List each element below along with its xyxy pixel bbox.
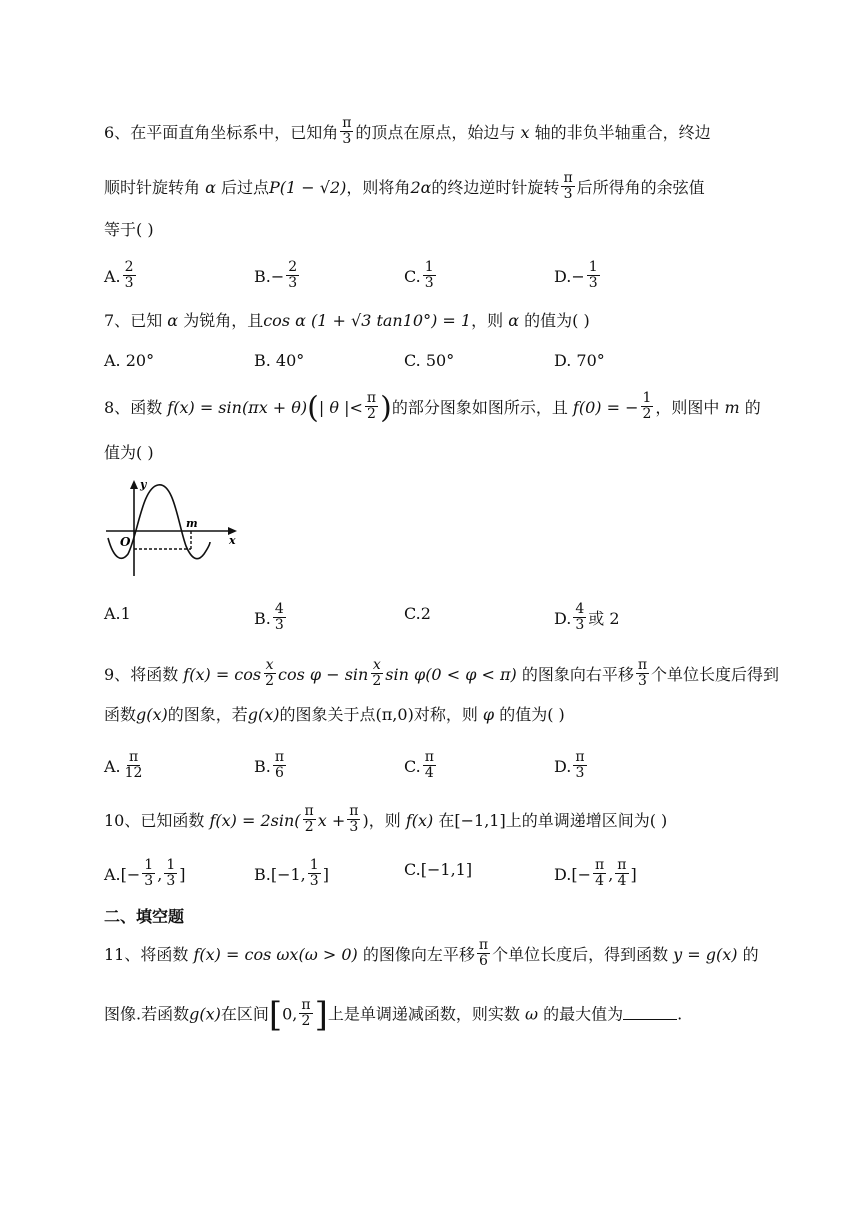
q6-option-c: C. $\frac{1}{3}$ [404,259,434,291]
q11-line1: 11、将函数 f(x) = cos ωx(ω > 0) 的图像向左平移 $\frac{\pi}{6}$ 个单位长度后，得到函数 y = g(x) 的 [104,937,759,969]
q9-option-a: A. $\frac{\pi}{12}$ [104,749,143,781]
q6-line2: 顺时针旋转角 α 后过点P(1 − √2)，则将角2α的终边逆时针旋转 $\frac{\pi}{3}$ 后所得角的余弦值 [104,170,705,202]
q7-option-a: A. 20° [104,351,155,370]
q6-number: 6、 [104,123,131,142]
q6-line3: 等于( ) [104,220,154,239]
q7-option-b: B. 40° [254,351,305,370]
q6-option-d: D.− $\frac{1}{3}$ [554,259,598,291]
q8-line2: 值为( ) [104,443,154,462]
q9-option-c: C. $\frac{\pi}{4}$ [404,749,434,781]
q8-line1: 8、函数 f(x) = sin(πx + θ)(| θ |< $\frac{\pi}{2}$ )的部分图象如图所示，且 f(0) = − $\frac{1}{2}$ ，则图中 m 的 [104,390,761,426]
q7-line: 7、已知 α 为锐角，且cos α (1 + √3 tan10°) = 1，则 α 的值为( ) [104,311,590,330]
graph-x-label: x [229,534,236,547]
q8-option-c: C.2 [404,604,431,623]
q8-option-d: D. $\frac{4}{3}$ 或 2 [554,601,620,633]
answer-blank[interactable] [623,1005,677,1020]
q10-option-d: D.[− $\frac{\pi}{4}$ , $\frac{\pi}{4}$ ] [554,857,637,889]
q7-option-c: C. 50° [404,351,455,370]
graph-m-label: m [186,517,198,530]
q11-line2: 图像.若函数g(x)在区间[0, $\frac{\pi}{2}$ ]上是单调递减函数，则实数 ω 的最大值为 . [104,995,683,1035]
q10-option-c: C.[−1,1] [404,860,473,879]
q6-option-b: B.− $\frac{2}{3}$ [254,259,298,291]
q6-line1: 6、在平面直角坐标系中，已知角 $\frac{\pi}{3}$ 的顶点在原点，始边与 x 轴的非负半轴重合，终边 [104,115,711,147]
q10-line: 10、已知函数 f(x) = 2sin( $\frac{\pi}{2}$ x + $\frac{\pi}{3}$ )，则 f(x) 在[−1,1]上的单调递增区间为( ) [104,803,668,835]
fraction: $\frac{\pi}{3}$ [342,115,352,147]
fraction: $\frac{\pi}{3}$ [563,170,573,202]
q9-line1: 9、将函数 f(x) = cos $\frac{x}{2}$ cos φ − sin $\frac{x}{2}$ sin φ(0 < φ < π) 的图象向右平移 $\frac{\pi}{3}$ 个单位长度后得到 [104,657,780,689]
q8-option-a: A.1 [104,604,131,623]
graph-y-label: y [140,478,147,491]
section-heading: 二、填空题 [104,907,185,926]
q7-option-d: D. 70° [554,351,605,370]
q9-line2: 函数g(x)的图象，若g(x)的图象关于点(π,0)对称，则 φ 的值为( ) [104,705,565,724]
q10-option-a: A.[− $\frac{1}{3}$ , $\frac{1}{3}$ ] [104,857,186,889]
q8-option-b: B. $\frac{4}{3}$ [254,601,284,633]
q9-option-b: B. $\frac{\pi}{6}$ [254,749,285,781]
q6-option-a: A. $\frac{2}{3}$ [104,259,134,291]
q9-option-d: D. $\frac{\pi}{3}$ [554,749,585,781]
q8-sine-graph [104,476,240,580]
graph-origin-label: O [120,535,131,549]
q10-option-b: B.[−1, $\frac{1}{3}$ ] [254,857,329,889]
